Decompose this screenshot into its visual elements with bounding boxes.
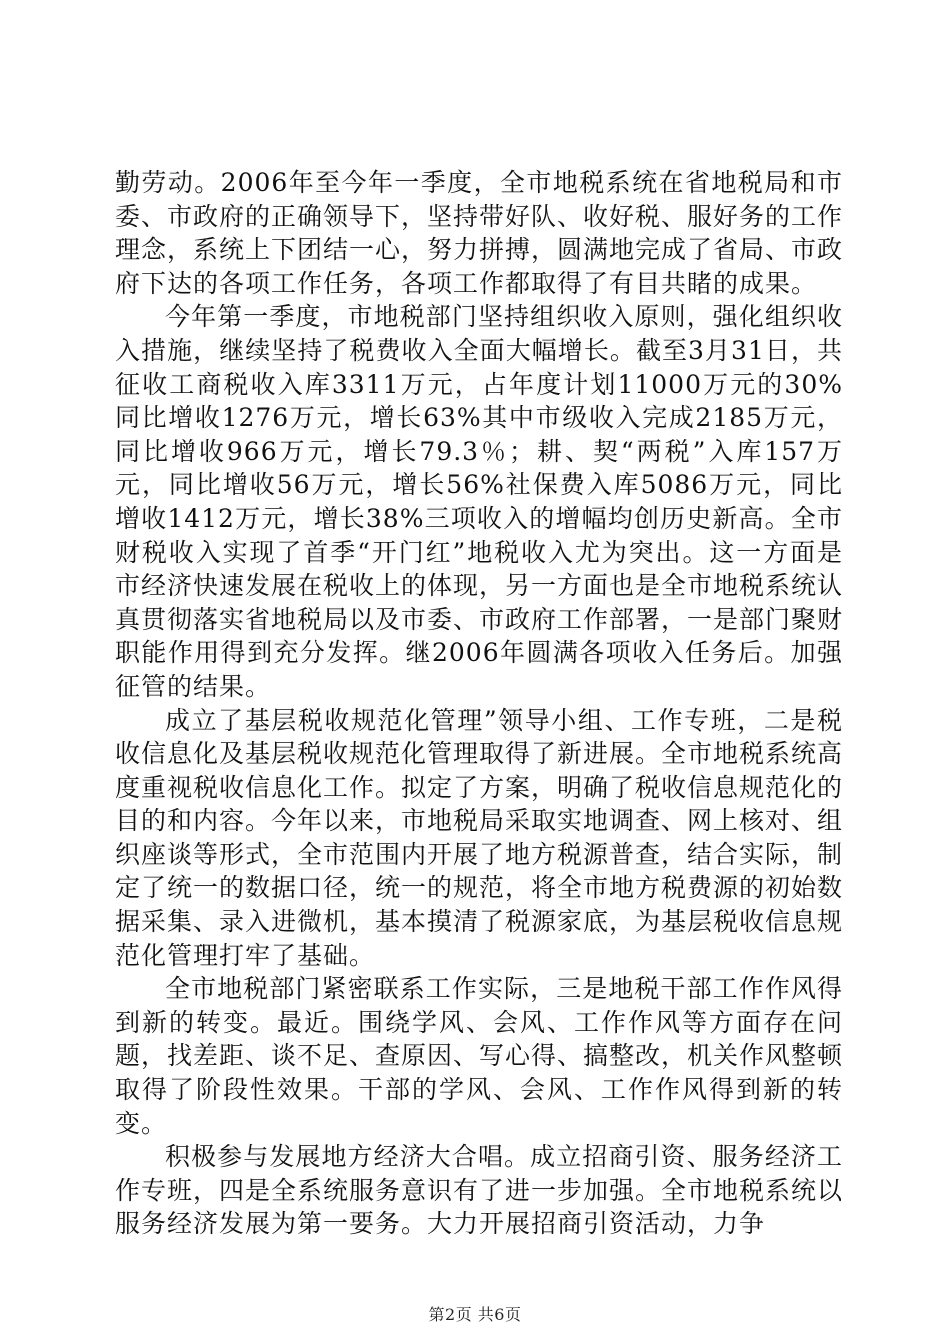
paragraph-4: 全市地税部门紧密联系工作实际，三是地税干部工作作风得到新的转变。最近。围绕学风、会风、工作作风等方面存在问题，找差距、谈不足、查原因、写心得、搞整改，机关作风整顿取得了阶段性效果。干部的学风、会风、工作作风得到新的转变。 bbox=[115, 974, 844, 1138]
paragraph-2: 今年第一季度，市地税部门坚持组织收入原则，强化组织收入措施，继续坚持了税费收入全面大幅增长。截至3月31日，共征收工商税收入库3311万元，占年度计划11000万元的30%同比增收1276万元，增长63%其中市级收入完成2185万元，同比增收966万元，增长79.3％；耕、契“两税”入库157万元，同比增收56万元，增长56%社保费入库5086万元，同比增收1412万元，增长38%三项收入的增幅均创历史新高。全市财税收入实现了首季“开门红”地税收入尤为突出。这一方面是市经济快速发展在税收上的体现，另一方面也是全市地税系统认真贯彻落实省地税局以及市委、市政府工作部署，一是部门聚财职能作用得到充分发挥。继2006年圆满各项收入任务后。加强征管的结果。 bbox=[115, 302, 844, 701]
paragraph-3: 成立了基层税收规范化管理”领导小组、工作专班，二是税收信息化及基层税收规范化管理取得了新进展。全市地税系统高度重视税收信息化工作。拟定了方案，明确了税收信息规范化的目的和内容。今年以来，市地税局采取实地调查、网上核对、组织座谈等形式，全市范围内开展了地方税源普查，结合实际，制定了统一的数据口径，统一的规范，将全市地方税费源的初始数据采集、录入进微机，基本摸清了税源家底，为基层税收信息规范化管理打牢了基础。 bbox=[115, 705, 844, 970]
document-body bbox=[115, 166, 843, 1241]
paragraph-1: 勤劳动。2006年至今年一季度，全市地税系统在省地税局和市委、市政府的正确领导下，坚持带好队、收好税、服好务的工作理念，系统上下团结一心，努力拼搏，圆满地完成了省局、市政府下达的各项工作任务，各项工作都取得了有目共睹的成果。 bbox=[115, 168, 844, 298]
page-footer: 第2页 共6页 bbox=[428, 1305, 522, 1324]
paragraph-5: 积极参与发展地方经济大合唱。成立招商引资、服务经济工作专班，四是全系统服务意识有了进一步加强。全市地税系统以服务经济发展为第一要务。大力开展招商引资活动，力争 bbox=[115, 1142, 844, 1239]
